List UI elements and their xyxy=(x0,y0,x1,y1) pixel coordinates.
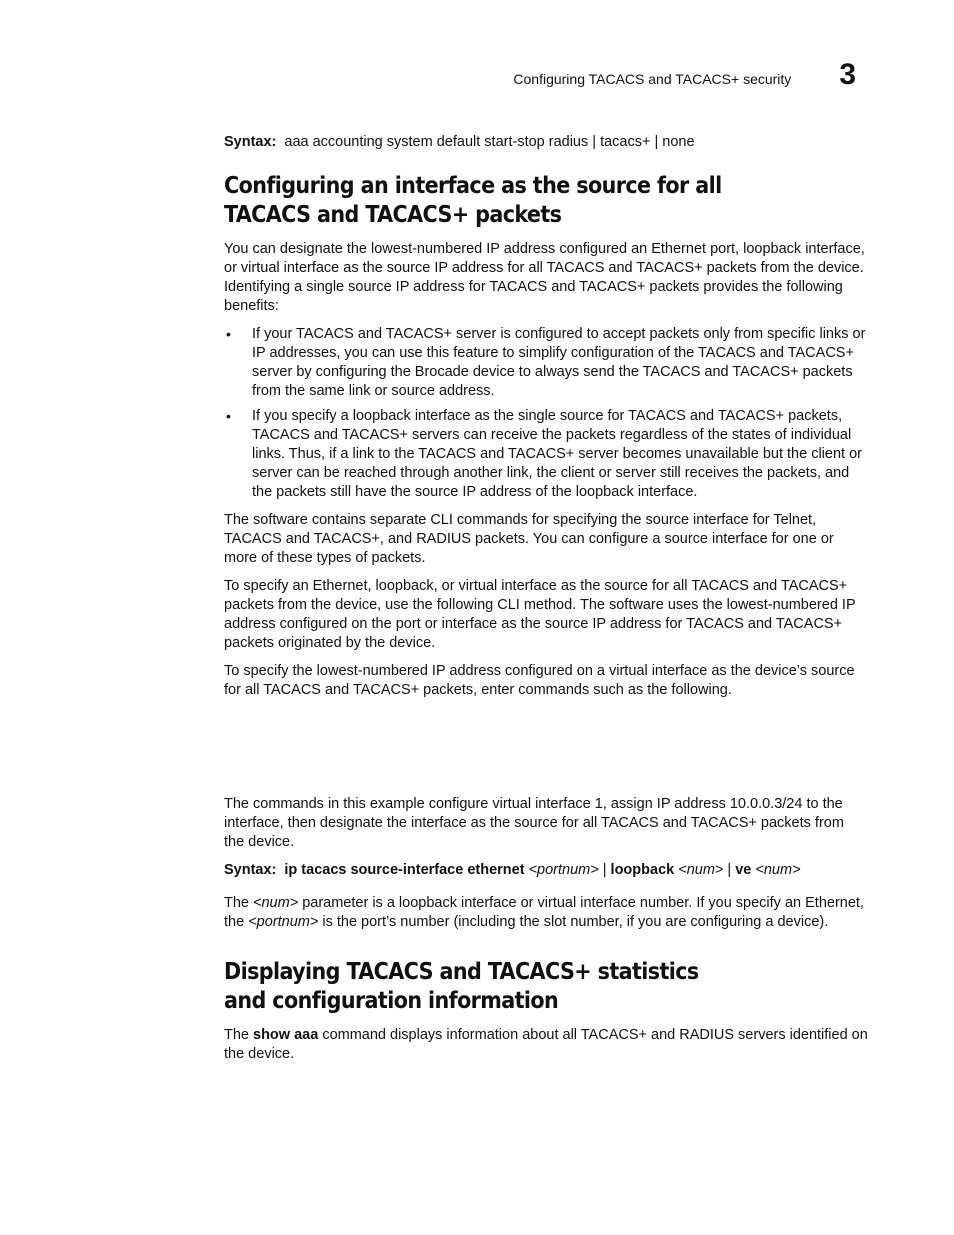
param-num: <num> xyxy=(253,895,299,911)
syntax-label: Syntax: xyxy=(224,862,277,878)
section-heading-source-interface: Configuring an interface as the source for all TACACS and TACACS+ packets xyxy=(224,173,722,228)
list-item-text: If you specify a loopback interface as the single source for TACACS and TACACS+ packets, TACACS and TACACS+ servers can receive the packets regardless of the states of individual links. Thus, if a link to the TACACS and TACACS+ server becomes unavailable but the client or server can be reached through another link, the client or server still receives the packets, and the packets still have the source IP address of the loopback interface. xyxy=(252,408,862,500)
code-example-area xyxy=(224,709,868,795)
syntax-param-num: <num> xyxy=(678,862,724,878)
paragraph-parameters xyxy=(224,894,868,932)
syntax-param-num: <num> xyxy=(755,862,801,878)
syntax-line-source-interface xyxy=(224,861,868,880)
param-portnum: <portnum> xyxy=(248,914,319,930)
syntax-separator: | xyxy=(723,862,736,878)
text-run: The xyxy=(224,895,254,911)
syntax-keyword-loopback: loopback xyxy=(610,862,675,878)
page-header xyxy=(513,58,856,92)
running-header-title: Configuring TACACS and TACACS+ security xyxy=(513,71,792,87)
paragraph-example-explanation: The commands in this example configure virtual interface 1, assign IP address 10.0.0.3/24 to the interface, then designate the interface as the source for all TACACS and TACACS+ packets from the device. xyxy=(224,796,844,850)
benefits-list xyxy=(224,325,868,502)
list-item xyxy=(224,325,868,401)
command-show-aaa: show aaa xyxy=(253,1027,319,1043)
syntax-separator: | xyxy=(598,862,611,878)
paragraph-cli-commands: The software contains separate CLI commands for specifying the source interface for Telnet, TACACS and TACACS+, and RADIUS packets. You can configure a source interface for one or more of these types of packets. xyxy=(224,512,834,566)
list-item xyxy=(224,407,868,502)
syntax-line-accounting xyxy=(224,134,868,150)
bullet-icon: • xyxy=(226,408,231,424)
syntax-param-portnum: <portnum> xyxy=(528,862,599,878)
paragraph-virtual-interface: To specify the lowest-numbered IP address configured on a virtual interface as the device’s source for all TACACS and TACACS+ packets, enter commands such as the following. xyxy=(224,663,855,698)
syntax-command: ip tacacs source-interface ethernet xyxy=(284,862,525,878)
paragraph-show-aaa xyxy=(224,1026,868,1064)
intro-paragraph: You can designate the lowest-numbered IP address configured an Ethernet port, loopback interface, or virtual interface as the source IP address for all TACACS and TACACS+ packets from the device. Identifying a single source IP address for TACACS and TACACS+ packets provides the following benefits: xyxy=(224,241,865,314)
text-run: The xyxy=(224,1027,254,1043)
syntax-label: Syntax: xyxy=(224,134,277,150)
section-heading-displaying-statistics: Displaying TACACS and TACACS+ statistics and configuration information xyxy=(224,959,699,1014)
syntax-keyword-ve: ve xyxy=(735,862,752,878)
text-run: is the port’s number (including the slot number, if you are configuring a device). xyxy=(318,914,829,930)
paragraph-cli-method: To specify an Ethernet, loopback, or virtual interface as the source for all TACACS and TACACS+ packets from the device, use the following CLI method. The software uses the lowest-numbered IP address configured on the port or interface as the source IP address for TACACS and TACACS+ packets originated by the device. xyxy=(224,578,856,651)
page-content xyxy=(224,134,868,1073)
text-run: command displays information about all TACACS+ and RADIUS servers identified on the device. xyxy=(224,1027,868,1062)
syntax-text: aaa accounting system default start-stop radius | tacacs+ | none xyxy=(284,134,695,150)
text-run: parameter is a loopback interface or virtual interface number. If you specify an Ethernet, the xyxy=(224,895,864,930)
chapter-number: 3 xyxy=(839,58,856,91)
bullet-icon: • xyxy=(226,326,231,342)
list-item-text: If your TACACS and TACACS+ server is configured to accept packets only from specific links or IP addresses, you can use this feature to simplify configuration of the TACACS and TACACS+ server by configuring the Brocade device to always send the TACACS and TACACS+ packets from the same link or source address. xyxy=(252,326,866,399)
